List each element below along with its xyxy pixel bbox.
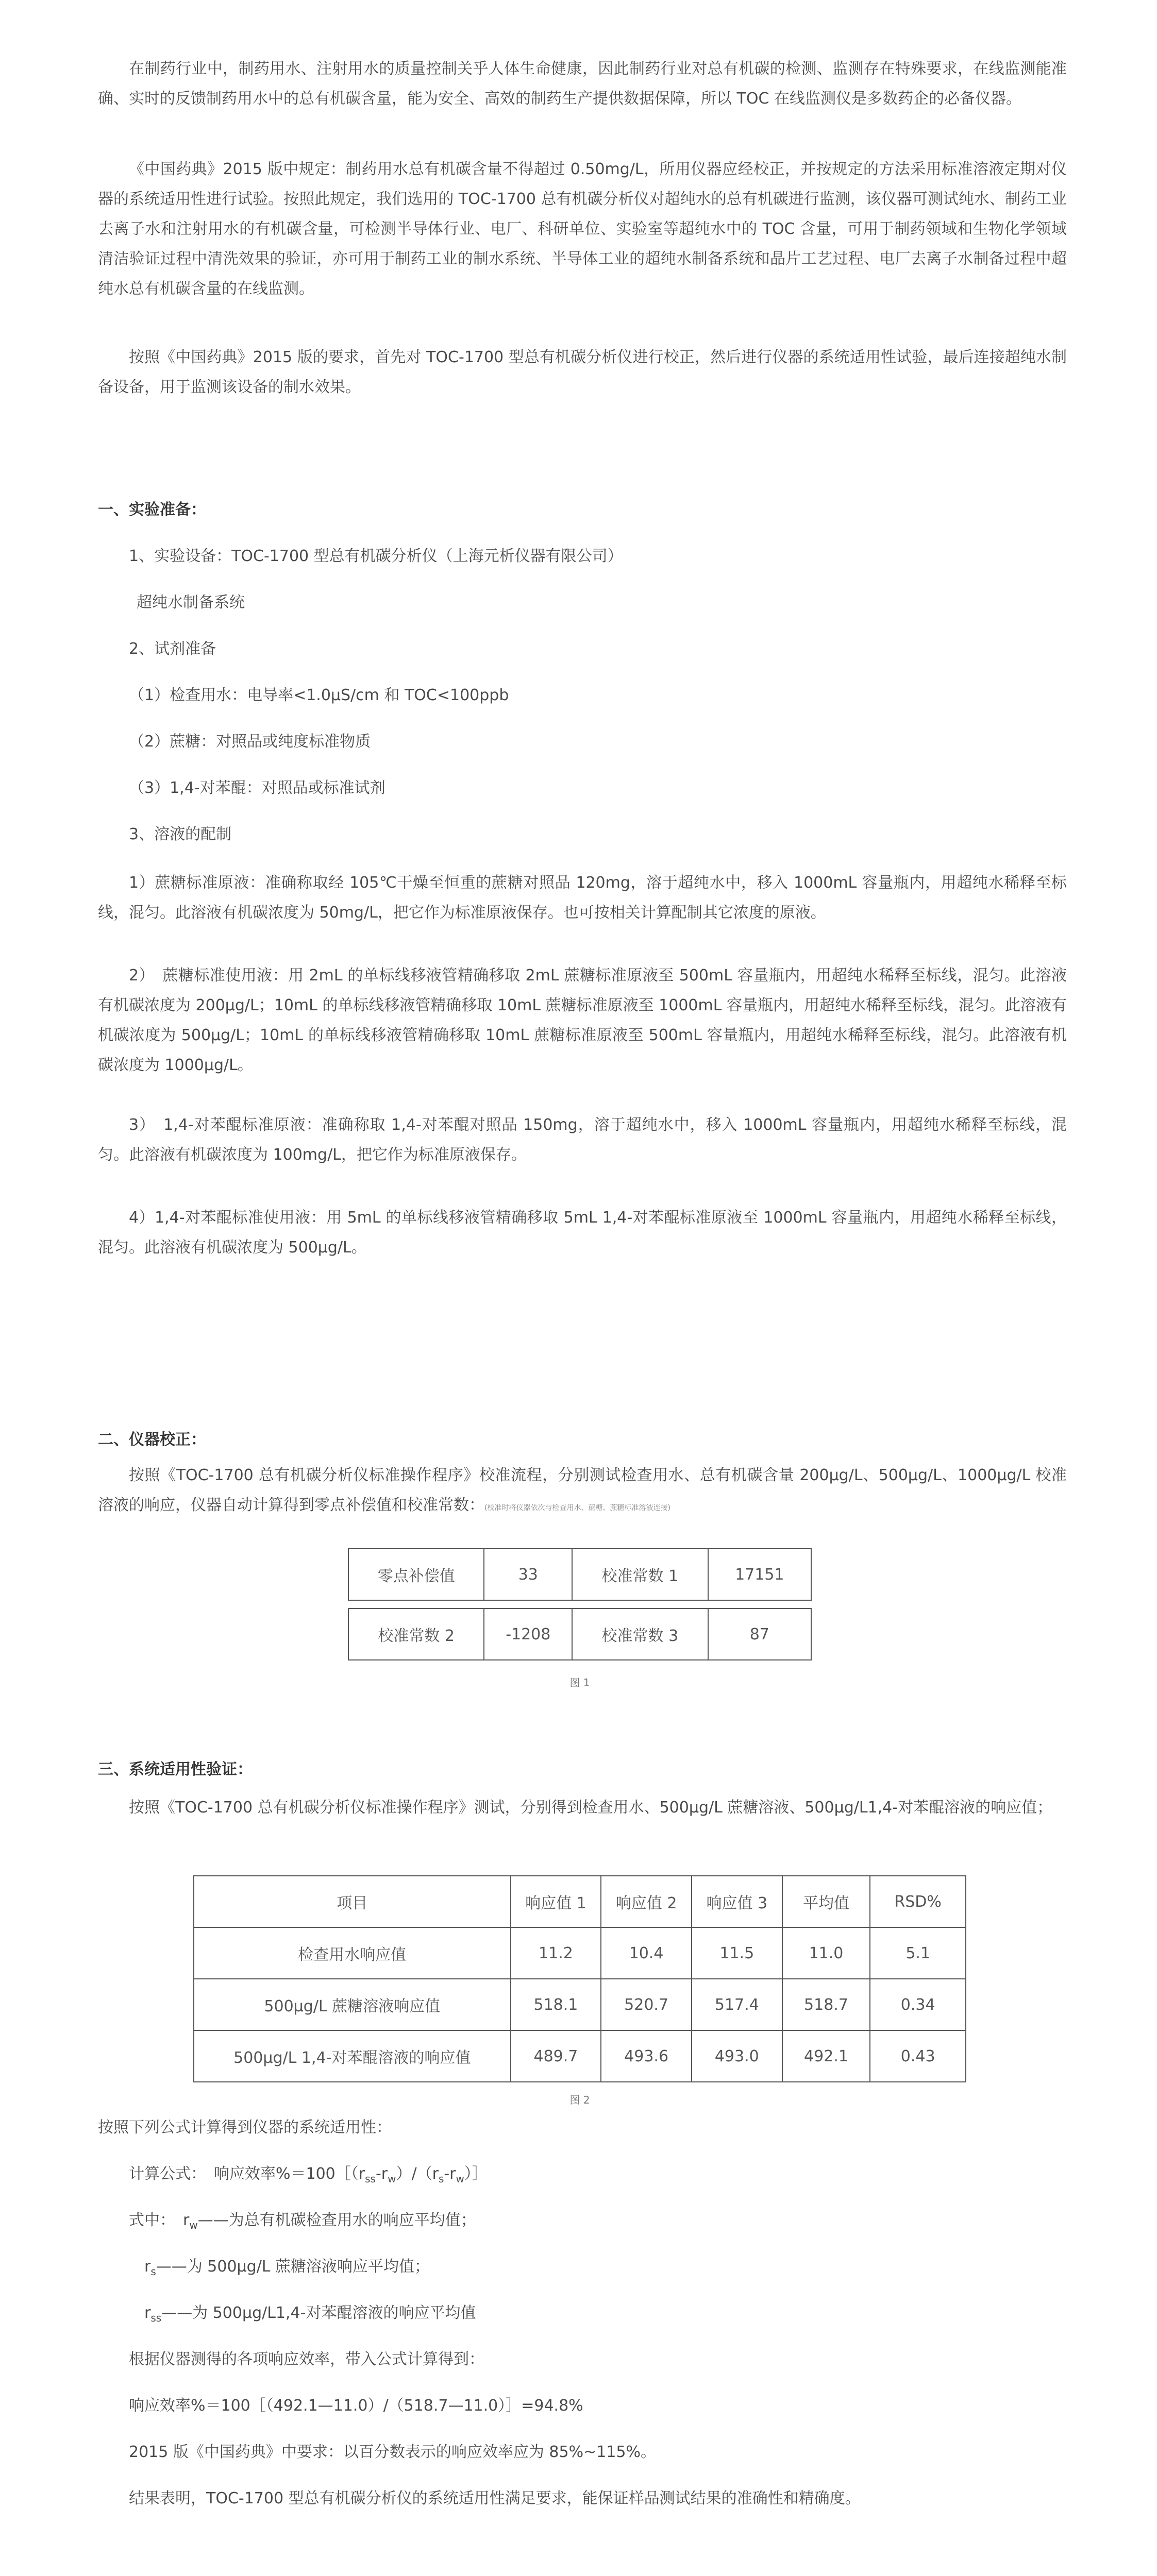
table-cell: 5.1 xyxy=(870,1927,966,1979)
table-cell: 0.34 xyxy=(870,1979,966,2030)
table-cell: 500μg/L 蔗糖溶液响应值 xyxy=(194,1979,511,2030)
intro-paragraph-3: 按照《中国药典》2015 版的要求，首先对 TOC-1700 型总有机碳分析仪进行校正，然后进行仪器的系统适用性试验，最后连接超纯水制备设备，用于监测该设备的制水效果。 xyxy=(98,348,1067,396)
s3-calc-intro: 根据仪器测得的各项响应效率，带入公式计算得到： xyxy=(129,2350,484,2368)
s1-line-solutions: 3、溶液的配制 xyxy=(129,825,232,843)
table-cell: 10.4 xyxy=(601,1927,692,1979)
table-row xyxy=(194,1979,966,2030)
table-cell: 校准常数 1 xyxy=(572,1549,708,1600)
s1-line-system: 超纯水制备系统 xyxy=(137,594,245,612)
table-cell: 493.6 xyxy=(601,2030,692,2082)
table-cell: 492.1 xyxy=(782,2030,870,2082)
section-2-heading: 二、仪器校正： xyxy=(98,1431,206,1449)
s1-paragraph-2: 2） 蔗糖标准使用液：用 2mL 的单标线移液管精确移取 2mL 蔗糖标准原液至 500mL 容量瓶内，用超纯水稀释至标线，混匀。此溶液有机碳浓度为 200μg/L；10mL 的单标线移液管精确移取 10mL 蔗糖标准原液至 1000mL 容量瓶内，用超纯水稀释至标线，混匀。此溶液有机碳浓度为 500μg/L；10mL 的单标线移液管精确移取 10mL 蔗糖标准原液至 500mL 容量瓶内，用超纯水稀释至标线，混匀。此溶液有机碳浓度为 1000μg/L。 xyxy=(98,967,1067,1074)
intro-paragraph-2: 《中国药典》2015 版中规定：制药用水总有机碳含量不得超过 0.50mg/L，所用仪器应经校正，并按规定的方法采用标准溶液定期对仪器的系统适用性进行试验。按照此规定，我们选用的 TOC-1700 总有机碳分析仪对超纯水的总有机碳进行监测，该仪器可测试纯水、制药工业去离子水和注射用水的有机碳含量，可检测半导体行业、电厂、科研单位、实验室等超纯水中的 TOC 含量，可用于制药领域和生物化学领域清洁验证过程中清洗效果的验证，亦可用于制药工业的制水系统、半导体工业的超纯水制备系统和晶片工艺过程、电厂去离子水制备过程中超纯水总有机碳含量的在线监测。 xyxy=(98,160,1067,298)
table-cell: 校准常数 2 xyxy=(348,1608,484,1660)
table-cell: 33 xyxy=(484,1549,572,1600)
table-row xyxy=(348,1608,811,1660)
s3-formula: 计算公式： 响应效率$\%=100[(r_{ss}-r_w)/(r_s-r_w)]$ xyxy=(129,2165,488,2185)
table-cell: 检查用水响应值 xyxy=(194,1927,511,1979)
table-cell: 11.0 xyxy=(782,1927,870,1979)
s1-line-water: （1）检查用水：电导率<1.0μS/cm 和 TOC<100ppb xyxy=(129,686,509,704)
table-cell: 平均值 xyxy=(782,1876,870,1927)
table-cell: 518.7 xyxy=(782,1979,870,2030)
calibration-table xyxy=(348,1548,812,1660)
s1-line-benzoquinone: （3）1,4-对苯醌：对照品或标准试剂 xyxy=(129,779,385,797)
s1-paragraph-4: 4）1,4-对苯醌标准使用液：用 5mL 的单标线移液管精确移取 5mL 1,4-对苯醌标准原液至 1000mL 容量瓶内，用超纯水稀释至标线，混匀。此溶液有机碳浓度为 500μg/L。 xyxy=(98,1209,1067,1257)
table-cell: RSD% xyxy=(870,1876,966,1927)
s3-formula-intro: 按照下列公式计算得到仪器的系统适用性： xyxy=(98,2119,392,2137)
suitability-table xyxy=(193,1875,966,2082)
s1-paragraph-1: 1）蔗糖标准原液：准确称取经 105℃干燥至恒重的蔗糖对照品 120mg，溶于超纯水中，移入 1000mL 容量瓶内，用超纯水稀释至标线，混匀。此溶液有机碳浓度为 50mg/L，把它作为标准原液保存。也可按相关计算配制其它浓度的原液。 xyxy=(98,874,1067,922)
table-cell: 11.2 xyxy=(511,1927,601,1979)
s3-def-rs: $r_s——$为 500μg/L 蔗糖溶液响应平均值； xyxy=(144,2258,430,2278)
s1-paragraph-3: 3） 1,4-对苯醌标准原液：准确称取 1,4-对苯醌对照品 150mg，溶于超纯水中，移入 1000mL 容量瓶内，用超纯水稀释至标线，混匀。此溶液有机碳浓度为 100mg/L，把它作为标准原液保存。 xyxy=(98,1116,1067,1164)
s2-paragraph-1: 按照《TOC-1700 总有机碳分析仪标准操作程序》校准流程，分别测试检查用水、总有机碳含量 200μg/L、500μg/L、1000μg/L 校准溶液的响应，仪器自动计算得到零点补偿值和校准常数：(校准时将仪器依次与检查用水、蔗糖、蔗糖标准溶液连接) xyxy=(98,1466,1067,1514)
table-cell: 489.7 xyxy=(511,2030,601,2082)
table-cell: 响应值 2 xyxy=(601,1876,692,1927)
table-cell: 响应值 1 xyxy=(511,1876,601,1927)
table-cell: 520.7 xyxy=(601,1979,692,2030)
table-cell: 87 xyxy=(708,1608,811,1660)
s3-def-rss: $r_{ss}——$为 500μg/L1,4-对苯醌溶液的响应平均值 xyxy=(144,2304,476,2324)
s2-note: (校准时将仪器依次与检查用水、蔗糖、蔗糖标准溶液连接) xyxy=(484,1504,670,1512)
intro-paragraph-1: 在制药行业中，制药用水、注射用水的质量控制关乎人体生命健康，因此制药行业对总有机碳的检测、监测存在特殊要求，在线监测能准确、实时的反馈制药用水中的总有机碳含量，能为安全、高效的制药生产提供数据保障，所以 TOC 在线监测仪是多数药企的必备仪器。 xyxy=(98,60,1067,108)
table-cell: 517.4 xyxy=(692,1979,782,2030)
table-row xyxy=(348,1549,811,1600)
table-cell: 项目 xyxy=(194,1876,511,1927)
table-cell: 17151 xyxy=(708,1549,811,1600)
s3-def-rw: 式中： $r_w——$为总有机碳检查用水的响应平均值； xyxy=(129,2211,476,2231)
table-cell: 500μg/L 1,4-对苯醌溶液的响应值 xyxy=(194,2030,511,2082)
figure-2-caption: 图 2 xyxy=(569,2094,590,2106)
s1-line-sucrose: （2）蔗糖：对照品或纯度标准物质 xyxy=(129,733,371,751)
section-1-heading: 一、实验准备： xyxy=(98,501,206,519)
s1-line-reagents: 2、试剂准备 xyxy=(129,640,216,658)
table-cell: 响应值 3 xyxy=(692,1876,782,1927)
s3-calc-result: 响应效率%＝100［（492.1—11.0）/（518.7—11.0）］=94.8% xyxy=(129,2397,583,2415)
figure-1-caption: 图 1 xyxy=(569,1676,590,1689)
table-cell: 零点补偿值 xyxy=(348,1549,484,1600)
section-3-heading: 三、系统适用性验证： xyxy=(98,1760,253,1778)
table-cell: 11.5 xyxy=(692,1927,782,1979)
s3-conclusion: 结果表明，TOC-1700 型总有机碳分析仪的系统适用性满足要求，能保证样品测试结果的准确性和精确度。 xyxy=(129,2489,861,2507)
s3-requirement: 2015 版《中国药典》中要求：以百分数表示的响应效率应为 85%~115%。 xyxy=(129,2443,657,2461)
table-cell: -1208 xyxy=(484,1608,572,1660)
table-row xyxy=(194,2030,966,2082)
s1-line-equipment: 1、实验设备：TOC-1700 型总有机碳分析仪（上海元析仪器有限公司） xyxy=(129,547,623,565)
table-header-row xyxy=(194,1876,966,1927)
table-cell: 518.1 xyxy=(511,1979,601,2030)
table-spacer-row xyxy=(348,1600,811,1608)
table-cell: 校准常数 3 xyxy=(572,1608,708,1660)
table-cell: 0.43 xyxy=(870,2030,966,2082)
s3-paragraph-1: 按照《TOC-1700 总有机碳分析仪标准操作程序》测试，分别得到检查用水、500μg/L 蔗糖溶液、500μg/L1,4-对苯醌溶液的响应值； xyxy=(129,1799,1053,1817)
table-cell: 493.0 xyxy=(692,2030,782,2082)
table-row xyxy=(194,1927,966,1979)
